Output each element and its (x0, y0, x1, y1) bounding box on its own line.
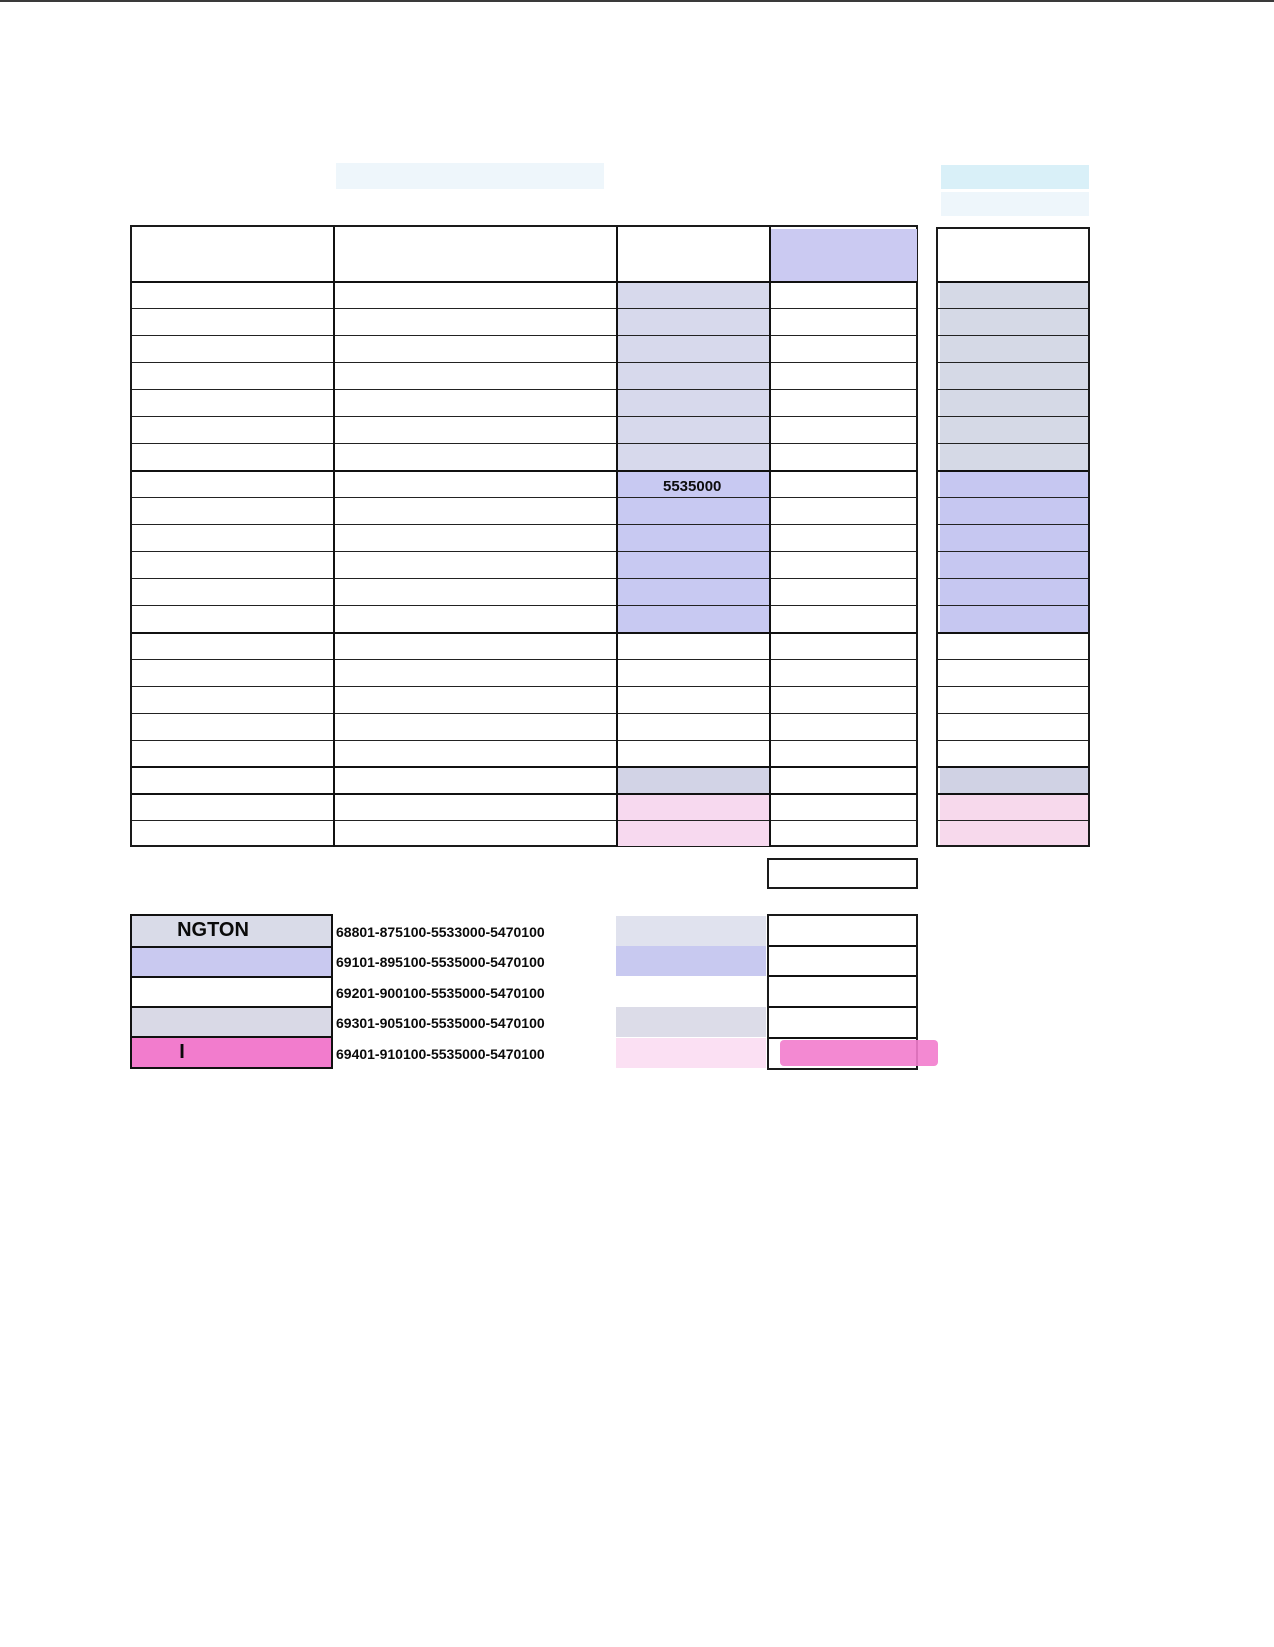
divider (132, 946, 331, 948)
divider (938, 416, 1088, 417)
divider (132, 766, 917, 768)
divider (938, 389, 1088, 390)
divider (938, 578, 1088, 579)
legend-label: NGTON (177, 919, 249, 941)
legend-swatch (132, 947, 331, 976)
divider (132, 686, 917, 687)
divider (938, 686, 1088, 687)
divider (769, 1006, 916, 1008)
legend-label: I (179, 1041, 185, 1063)
legend-code: 68801-875100-5533000-5470100 (336, 924, 545, 940)
divider (769, 1037, 916, 1039)
divider (132, 820, 917, 821)
legend-code: 69301-905100-5535000-5470100 (336, 1015, 545, 1031)
billing-period-band (336, 163, 604, 189)
divider (938, 551, 1088, 552)
scan-top-edge (0, 0, 1274, 2)
divider (132, 976, 331, 978)
divider (938, 308, 1088, 309)
divider (132, 632, 917, 634)
col-block-grey-2 (618, 767, 770, 794)
divider (769, 945, 916, 947)
divider (132, 281, 917, 283)
legend-code: 69101-895100-5535000-5470100 (336, 954, 545, 970)
divider (938, 443, 1088, 444)
divider (938, 740, 1088, 741)
date-band (941, 165, 1089, 189)
divider (938, 470, 1088, 472)
divider (938, 335, 1088, 336)
divider (938, 497, 1088, 498)
legend-swatch (132, 1007, 331, 1036)
divider (938, 524, 1088, 525)
fund-block-grey-2 (940, 767, 1088, 794)
divider (132, 1006, 331, 1008)
divider (132, 416, 917, 417)
divider (132, 389, 917, 390)
divider (938, 713, 1088, 714)
divider (132, 740, 917, 741)
divider (132, 470, 917, 472)
divider (132, 578, 917, 579)
column-divider (333, 227, 335, 847)
speedchart-swatch (616, 1007, 766, 1037)
divider (132, 497, 917, 498)
column-divider (616, 227, 618, 847)
divider (938, 793, 1088, 795)
cost-center-value: 5535000 (663, 478, 722, 495)
divider (132, 443, 917, 444)
divider (132, 308, 917, 309)
divider (938, 820, 1088, 821)
fund-table (936, 227, 1090, 847)
divider (132, 659, 917, 660)
divider (132, 524, 917, 525)
legend-swatch (132, 977, 331, 1006)
speedchart-swatch (616, 916, 766, 946)
speedchart-swatch (616, 1038, 766, 1068)
divider (938, 766, 1088, 768)
legend-code: 69201-900100-5535000-5470100 (336, 985, 545, 1001)
highlighter-stroke (780, 1040, 938, 1066)
divider (132, 1036, 331, 1038)
total-box (767, 858, 918, 889)
divider (132, 713, 917, 714)
divider (132, 362, 917, 363)
legend-code: 69401-910100-5535000-5470100 (336, 1046, 545, 1062)
divider (132, 793, 917, 795)
divider (938, 362, 1088, 363)
divider (938, 605, 1088, 606)
main-table (130, 225, 918, 847)
col-block-lavender (618, 471, 770, 633)
legend-swatch-column (130, 914, 333, 1069)
header-cell-highlight (771, 229, 917, 281)
divider (938, 659, 1088, 660)
divider (132, 551, 917, 552)
divider (769, 975, 916, 977)
divider (132, 605, 917, 606)
column-divider (769, 227, 771, 847)
date-band-2 (941, 192, 1089, 216)
speedchart-swatch (616, 946, 766, 976)
divider (132, 335, 917, 336)
divider (938, 632, 1088, 634)
divider (938, 281, 1088, 283)
